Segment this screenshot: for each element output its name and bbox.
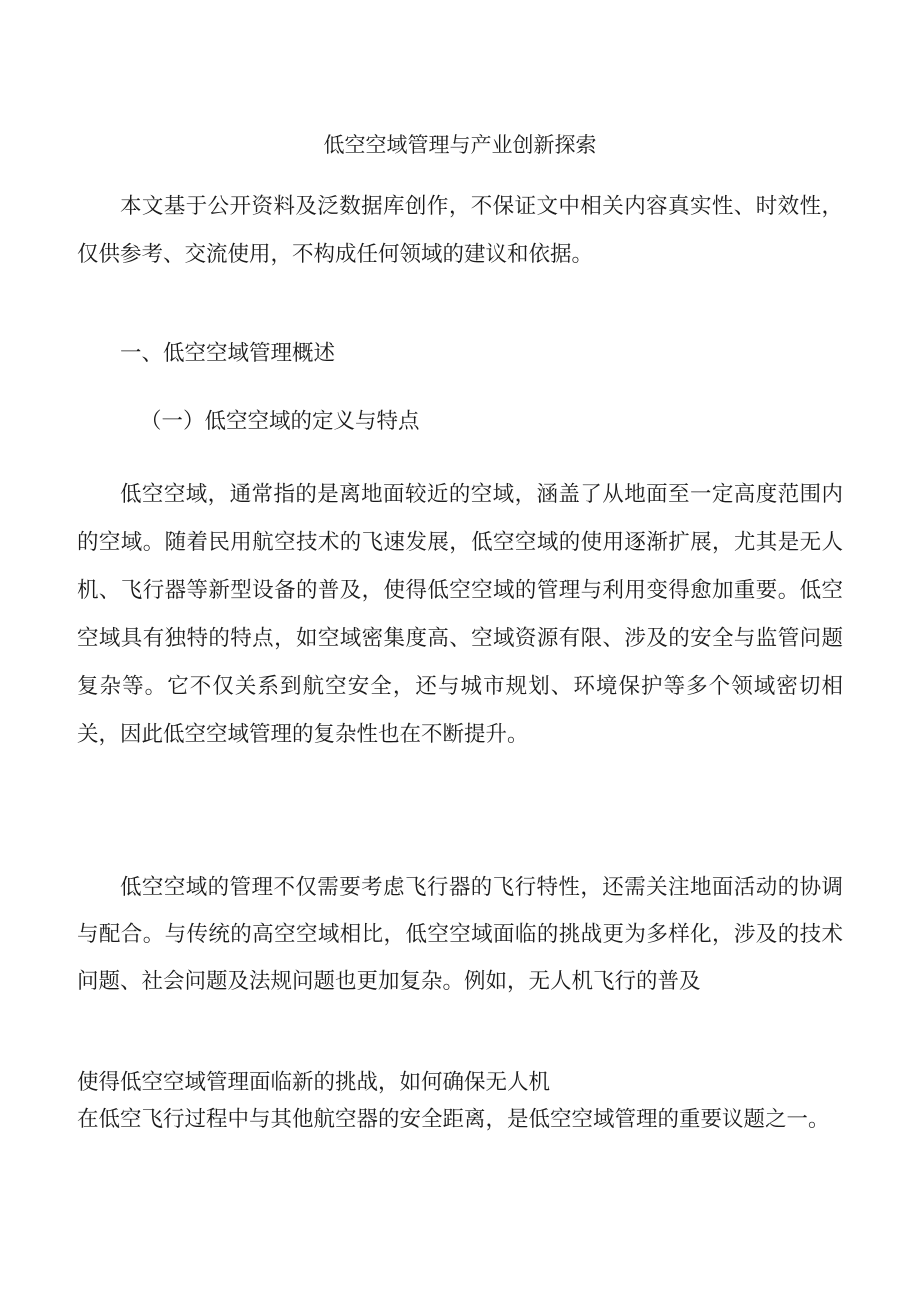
subsection-heading: （一）低空空域的定义与特点 [140, 409, 420, 434]
body-paragraph-2: 低空空域的管理不仅需要考虑飞行器的飞行特性，还需关注地面活动的协调与配合。与传统的高空空域相比，低空空域面临的挑战更为多样化，涉及的技术问题、社会问题及法规问题也更加复杂。例如，无人机飞行的普及 [77, 875, 843, 994]
body-paragraph-2-tail: 在低空飞行过程中与其他航空器的安全距离，是低空空域管理的重要议题之一。 [77, 1107, 830, 1132]
section-heading: 一、低空空域管理概述 [120, 341, 336, 366]
document-title: 低空空域管理与产业创新探索 [323, 133, 597, 157]
body-paragraph-2-continuation: 使得低空空域管理面临新的挑战，如何确保无人机 [77, 1070, 551, 1095]
disclaimer-paragraph: 本文基于公开资料及泛数据库创作，不保证文中相关内容真实性、时效性，仅供参考、交流使用，不构成任何领域的建议和依据。 [77, 194, 843, 267]
body-paragraph-1: 低空空域，通常指的是离地面较近的空域，涵盖了从地面至一定高度范围内的空域。随着民用航空技术的飞速发展，低空空域的使用逐渐扩展，尤其是无人机、飞行器等新型设备的普及，使得低空空域的管理与利用变得愈加重要。低空空域具有独特的特点，如空域密集度高、空域资源有限、涉及的安全与监管问题复杂等。它不仅关系到航空安全，还与城市规划、环境保护等多个领域密切相关，因此低空空域管理的复杂性也在不断提升。 [77, 482, 843, 747]
